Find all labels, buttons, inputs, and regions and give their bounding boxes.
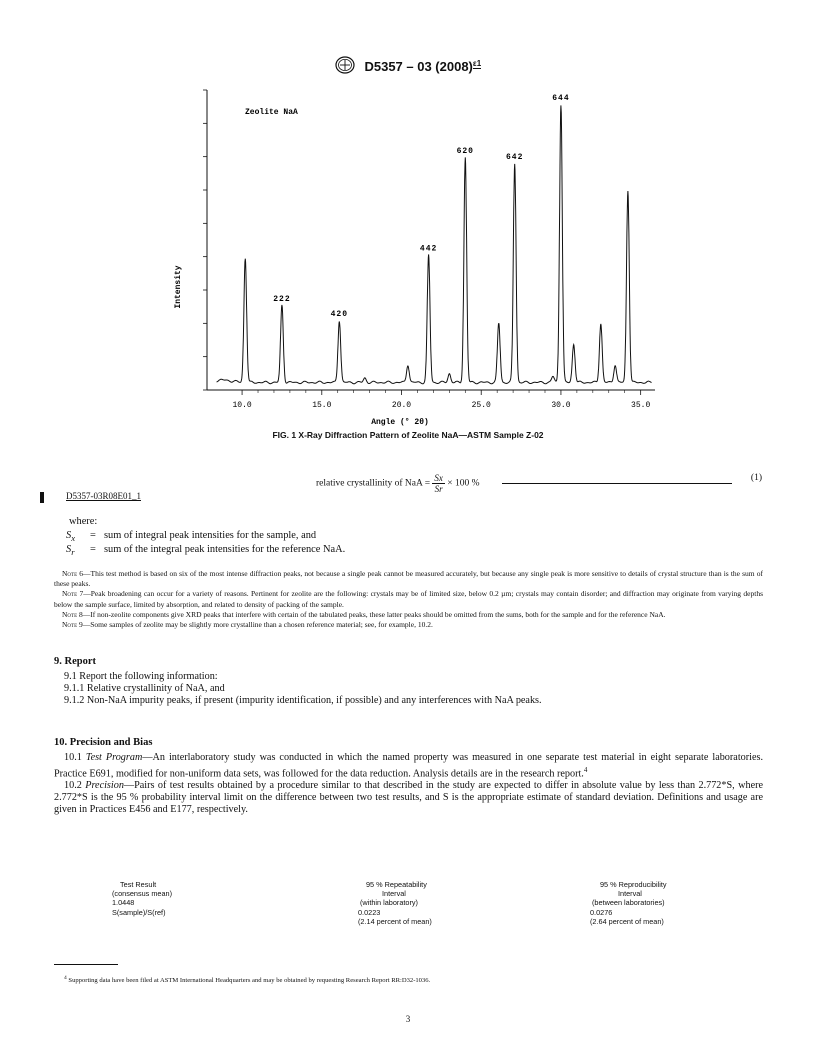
x-tick-label: 20.0	[391, 401, 412, 410]
x-tick-label: 15.0	[312, 401, 332, 410]
equation-numerator: Sx	[434, 473, 443, 483]
chart-inset-label: Zeolite NaA	[245, 108, 298, 117]
peak-label: 420	[330, 309, 349, 319]
x-tick-label: 30.0	[551, 401, 571, 410]
note-8: Note 8—If non-zeolite components give XRD peaks that interfere with certain of the tabulated peaks, these latter peaks should be omitted from the sums, both for the sample and for the reference NaA.	[62, 609, 666, 619]
peak-label: 442	[419, 244, 438, 254]
crystallinity-equation	[300, 467, 762, 494]
definition-text: sum of the integral peak intensities for the reference NaA.	[104, 544, 346, 556]
equation-fraction	[432, 473, 445, 494]
notes-block	[54, 569, 763, 630]
xrd-chart-svg	[160, 82, 660, 442]
section-heading: 10. Precision and Bias	[54, 737, 153, 748]
x-tick-label: 10.0	[232, 401, 252, 410]
section-heading: 9. Report	[54, 656, 96, 667]
table-column-reproducibility: 95 % Reproducibility Interval (between laboratories) 0.0276 (2.64 percent of mean)	[590, 880, 667, 926]
definition-row: $S_r$ = sum of the integral peak intensities for the reference NaA.	[66, 544, 346, 558]
note-7: Note 7—Peak broadening can occur for a variety of reasons. Pertinent for zeolite are the following: crystals may be of limited size, below 0.2 µm; crystals may contain disorder; and diffraction may originate from varying depths below the sample surface, limited by absorption, and related to density of packing of the sample.	[54, 589, 764, 609]
equation-leader-line	[502, 483, 732, 484]
equation-lhs: relative crystallinity of NaA =	[316, 478, 431, 489]
figure-caption: FIG. 1 X-Ray Diffraction Pattern of Zeolite NaA—ASTM Sample Z-02	[272, 430, 544, 440]
definition-text: sum of integral peak intensities for the sample, and	[104, 530, 317, 541]
table-column-test-result: Test Result (consensus mean) 1.0448 S(sample)/S(ref)	[112, 880, 173, 917]
x-tick-label: 35.0	[631, 401, 651, 410]
xrd-chart	[160, 82, 660, 442]
note-9: Note 9—Some samples of zeolite may be slightly more crystalline than a chosen reference material; see, for example, 10.2.	[62, 620, 433, 630]
note-6: Note 6—This test method is based on six of the most intense diffraction peaks, not because a single peak cannot be measured accurately, but because any single peak is more sensitive to details of crystal structure than is the sum of these peaks.	[54, 569, 763, 589]
footnote-rule	[54, 964, 118, 965]
standard-designation: D5357 – 03 $(2008)^{\varepsilon 1}$	[364, 58, 482, 75]
page-header	[0, 56, 816, 77]
peak-label: 620	[456, 147, 474, 157]
where-label: where:	[69, 516, 98, 527]
peak-label: 644	[552, 93, 570, 103]
equation-denominator: Sr	[434, 484, 443, 494]
definition-row: $S_x$ = sum of integral peak intensities for the sample, and	[66, 530, 317, 544]
edit-code: D5357-03R08E01_1	[66, 491, 141, 501]
table-column-repeatability: 95 % Repeatability Interval (within laboratory) 0.0223 (2.14 percent of mean)	[358, 880, 432, 926]
definition-list	[66, 530, 345, 558]
revision-bar	[40, 492, 44, 503]
equation-rhs: × 100 %	[447, 478, 480, 489]
x-tick-label: 25.0	[471, 401, 491, 410]
paragraph-10-1: 10.1 Test Program—An interlaboratory study was conducted in which the named property was measured in one separate test material in eight separate laboratories. Practice E691, modified for non-uniform data sets, was followed for the data reduction. Analysis details are in the research report.$^4$	[54, 752, 763, 780]
equation-number: (1)	[750, 473, 762, 483]
section-report: 9. Report 9.1 Report the following information: 9.1.1 Relative crystallinity of NaA, and 9.1.2 Non-NaA impurity peaks, if present (impurity identification, if possible) and any interferences with NaA peaks.	[54, 656, 763, 707]
astm-logo-icon	[335, 56, 355, 77]
section-precision-bias	[54, 737, 763, 816]
page-number: 3	[405, 1014, 411, 1024]
footnote: $^4$ Supporting data have been filed at ASTM International Headquarters and may be obtained by requesting Research Report RR:D32-1036.	[64, 975, 431, 985]
x-axis-label: Angle (° 2θ)	[371, 418, 429, 427]
peak-label: 642	[505, 152, 524, 162]
paragraph-10-2: 10.2 Precision—Pairs of test results obtained by a procedure similar to that described in the study are expected to differ in absolute value by less than 2.772*S, where 2.772*S is the 95 % probability interval limit on the difference between two test results, and S is the appropriate estimate of standard deviation. Definitions and usage are given in Practices E456 and E177, respectively.	[54, 780, 764, 816]
y-axis-label: Intensity	[174, 265, 183, 309]
peak-label: 222	[273, 295, 291, 305]
